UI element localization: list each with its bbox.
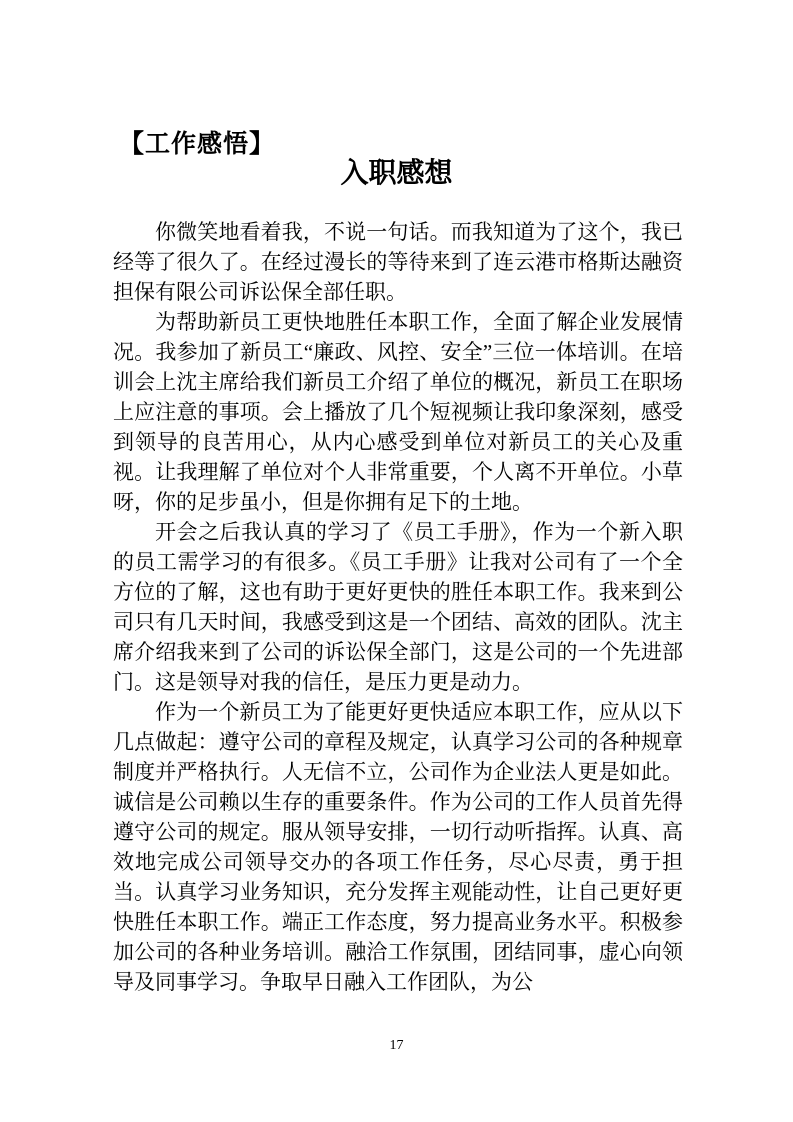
paragraph: 开会之后我认真的学习了《员工手册》，作为一个新入职的员工需学习的有很多。《员工手册》让我对公司有了一个全方位的了解，这也有助于更好更快的胜任本职工作。我来到公司只有几天时间，我感受到这是一个团结、高效的团队。沈主席介绍我来到了公司的诉讼保全部门，这是公司的一个先进部门。这是领导对我的信任，是压力更是动力。: [113, 520, 683, 694]
paragraph: 你微笑地看着我，不说一句话。而我知道为了这个，我已经等了很久了。在经过漫长的等待来到了连云港市格斯达融资担保有限公司诉讼保全部任职。: [113, 220, 683, 304]
document-body: [113, 217, 683, 997]
page-title: 入职感想: [340, 157, 453, 188]
paragraph: 作为一个新员工为了能更好更快适应本职工作，应从以下几点做起：遵守公司的章程及规定，认真学习公司的各种规章制度并严格执行。人无信不立，公司作为企业法人更是如此。诚信是公司赖以生存的重要条件。作为公司的工作人员首先得遵守公司的规定。服从领导安排，一切行动听指挥。认真、高效地完成公司领导交办的各项工作任务，尽心尽责，勇于担当。认真学习业务知识，充分发挥主观能动性，让自己更好更快胜任本职工作。端正工作态度，努力提高业务水平。积极参加公司的各种业务培训。融洽工作氛围，团结同事，虚心向领导及同事学习。争取早日融入工作团队，为公: [113, 700, 683, 994]
paragraph: 为帮助新员工更快地胜任本职工作，全面了解企业发展情况。我参加了新员工“廉政、风控、安全”三位一体培训。在培训会上沈主席给我们新员工介绍了单位的概况，新员工在职场上应注意的事项。会上播放了几个短视频让我印象深刻，感受到领导的良苦用心，从内心感受到单位对新员工的关心及重视。让我理解了单位对个人非常重要，个人离不开单位。小草呀，你的足步虽小，但是你拥有足下的土地。: [113, 310, 683, 514]
page-number: 17: [389, 1038, 404, 1053]
section-header: 【工作感悟】: [119, 129, 276, 158]
